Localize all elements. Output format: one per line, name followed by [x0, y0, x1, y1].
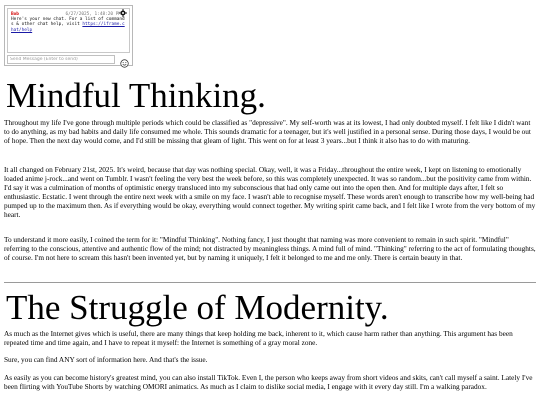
section-heading-struggle-of-modernity: The Struggle of Modernity.	[6, 288, 389, 327]
chat-help-link[interactable]: https://iframe.chat/help	[11, 22, 125, 33]
paragraph: Sure, you can find ANY sort of information here. And that's the issue.	[4, 355, 208, 364]
chat-message-text: Here's your new chat. For a list of commands & other chat help, visit	[11, 17, 125, 28]
chat-timestamp: 6/27/2025, 1:48:20 PM	[65, 12, 121, 17]
paragraph: It all changed on February 21st, 2025. It's weird, because that day was nothing special. Okay, well, it was a Friday...throughout the entire week, I kept on listening to emotionally loaded anime j-rock...and went on Tumblr. I wasn't feeling the very best the week before, so this was completely unexpected. It was so random...but the positivity came from within. I'd say it was a culmination of months of optimistic energy transluced into my subconscious that had only came out into the open then. And for multiple days after, I felt so enthusiastic. Ecstatic. I went through the entire next week with a smile on my face. I wasn't able to recognise myself. These words aren't enough to transcribe how my well-being had pumped up to the maximum then. As if everything would be okay, everything would connect together. My writing spirit came back, and I felt like I wrote from the very bottom of my heart.	[4, 165, 536, 219]
paragraph: As easily as you can become history's greatest mind, you can also install TikTok. Even I, the person who keeps away from short videos and skits, can't call myself a saint. Lately I've been flirting with YouTube Shorts by watching OMORI animatics. As much as I claim to dislike social media, I engage with it every day still. I'm a walking paradox.	[4, 373, 533, 391]
chat-author: Bob	[11, 12, 19, 17]
chat-messages-panel[interactable]	[7, 8, 130, 53]
paragraph: To understand it more easily, I coined the term for it: "Mindful Thinking". Nothing fancy, I just thought that naming was more convenient to remain in such spirit. "Mindful" referring to the conscious, attentive and authentic flow of the mind; not distracted by meaningless things. A mind full of mind. "Thinking" referring to the act of formulating thoughts, of course. I'm not here to scream this hasn't been invented yet, but by naming it uniquely, I felt it belonged to me and me only. There is certain beauty in that.	[4, 235, 536, 262]
chat-message	[11, 12, 127, 33]
paragraph: As much as the Internet gives which is useful, there are many things that keep holding me back, inherent to it, which cause harm rather than anything. This argument has been repeated time and time again, and I have to repeat it myself: the Internet is something of a gray moral zone.	[4, 329, 513, 347]
chat-message-input[interactable]	[7, 55, 115, 64]
section-divider	[4, 282, 536, 283]
smiley-icon[interactable]	[120, 55, 129, 64]
paragraph: Throughout my life I've gone through multiple periods which could be classified as "depressive". My self-worth was at its lowest, I had only doubted myself. I felt like I didn't want to do anything, as my bad habits and daily life consumed me whole. This sounds dramatic for a teenager, but it's well justified in a personal sense. During those days, I would be out of hope. Then the next day would come, and I'd still be missing that gleam of light. This went on for at least 3 years...but I think it also has to do with maturing.	[4, 118, 531, 145]
chat-input-row	[7, 55, 130, 64]
chat-widget	[4, 5, 133, 66]
section-heading-mindful-thinking: Mindful Thinking.	[6, 76, 266, 115]
